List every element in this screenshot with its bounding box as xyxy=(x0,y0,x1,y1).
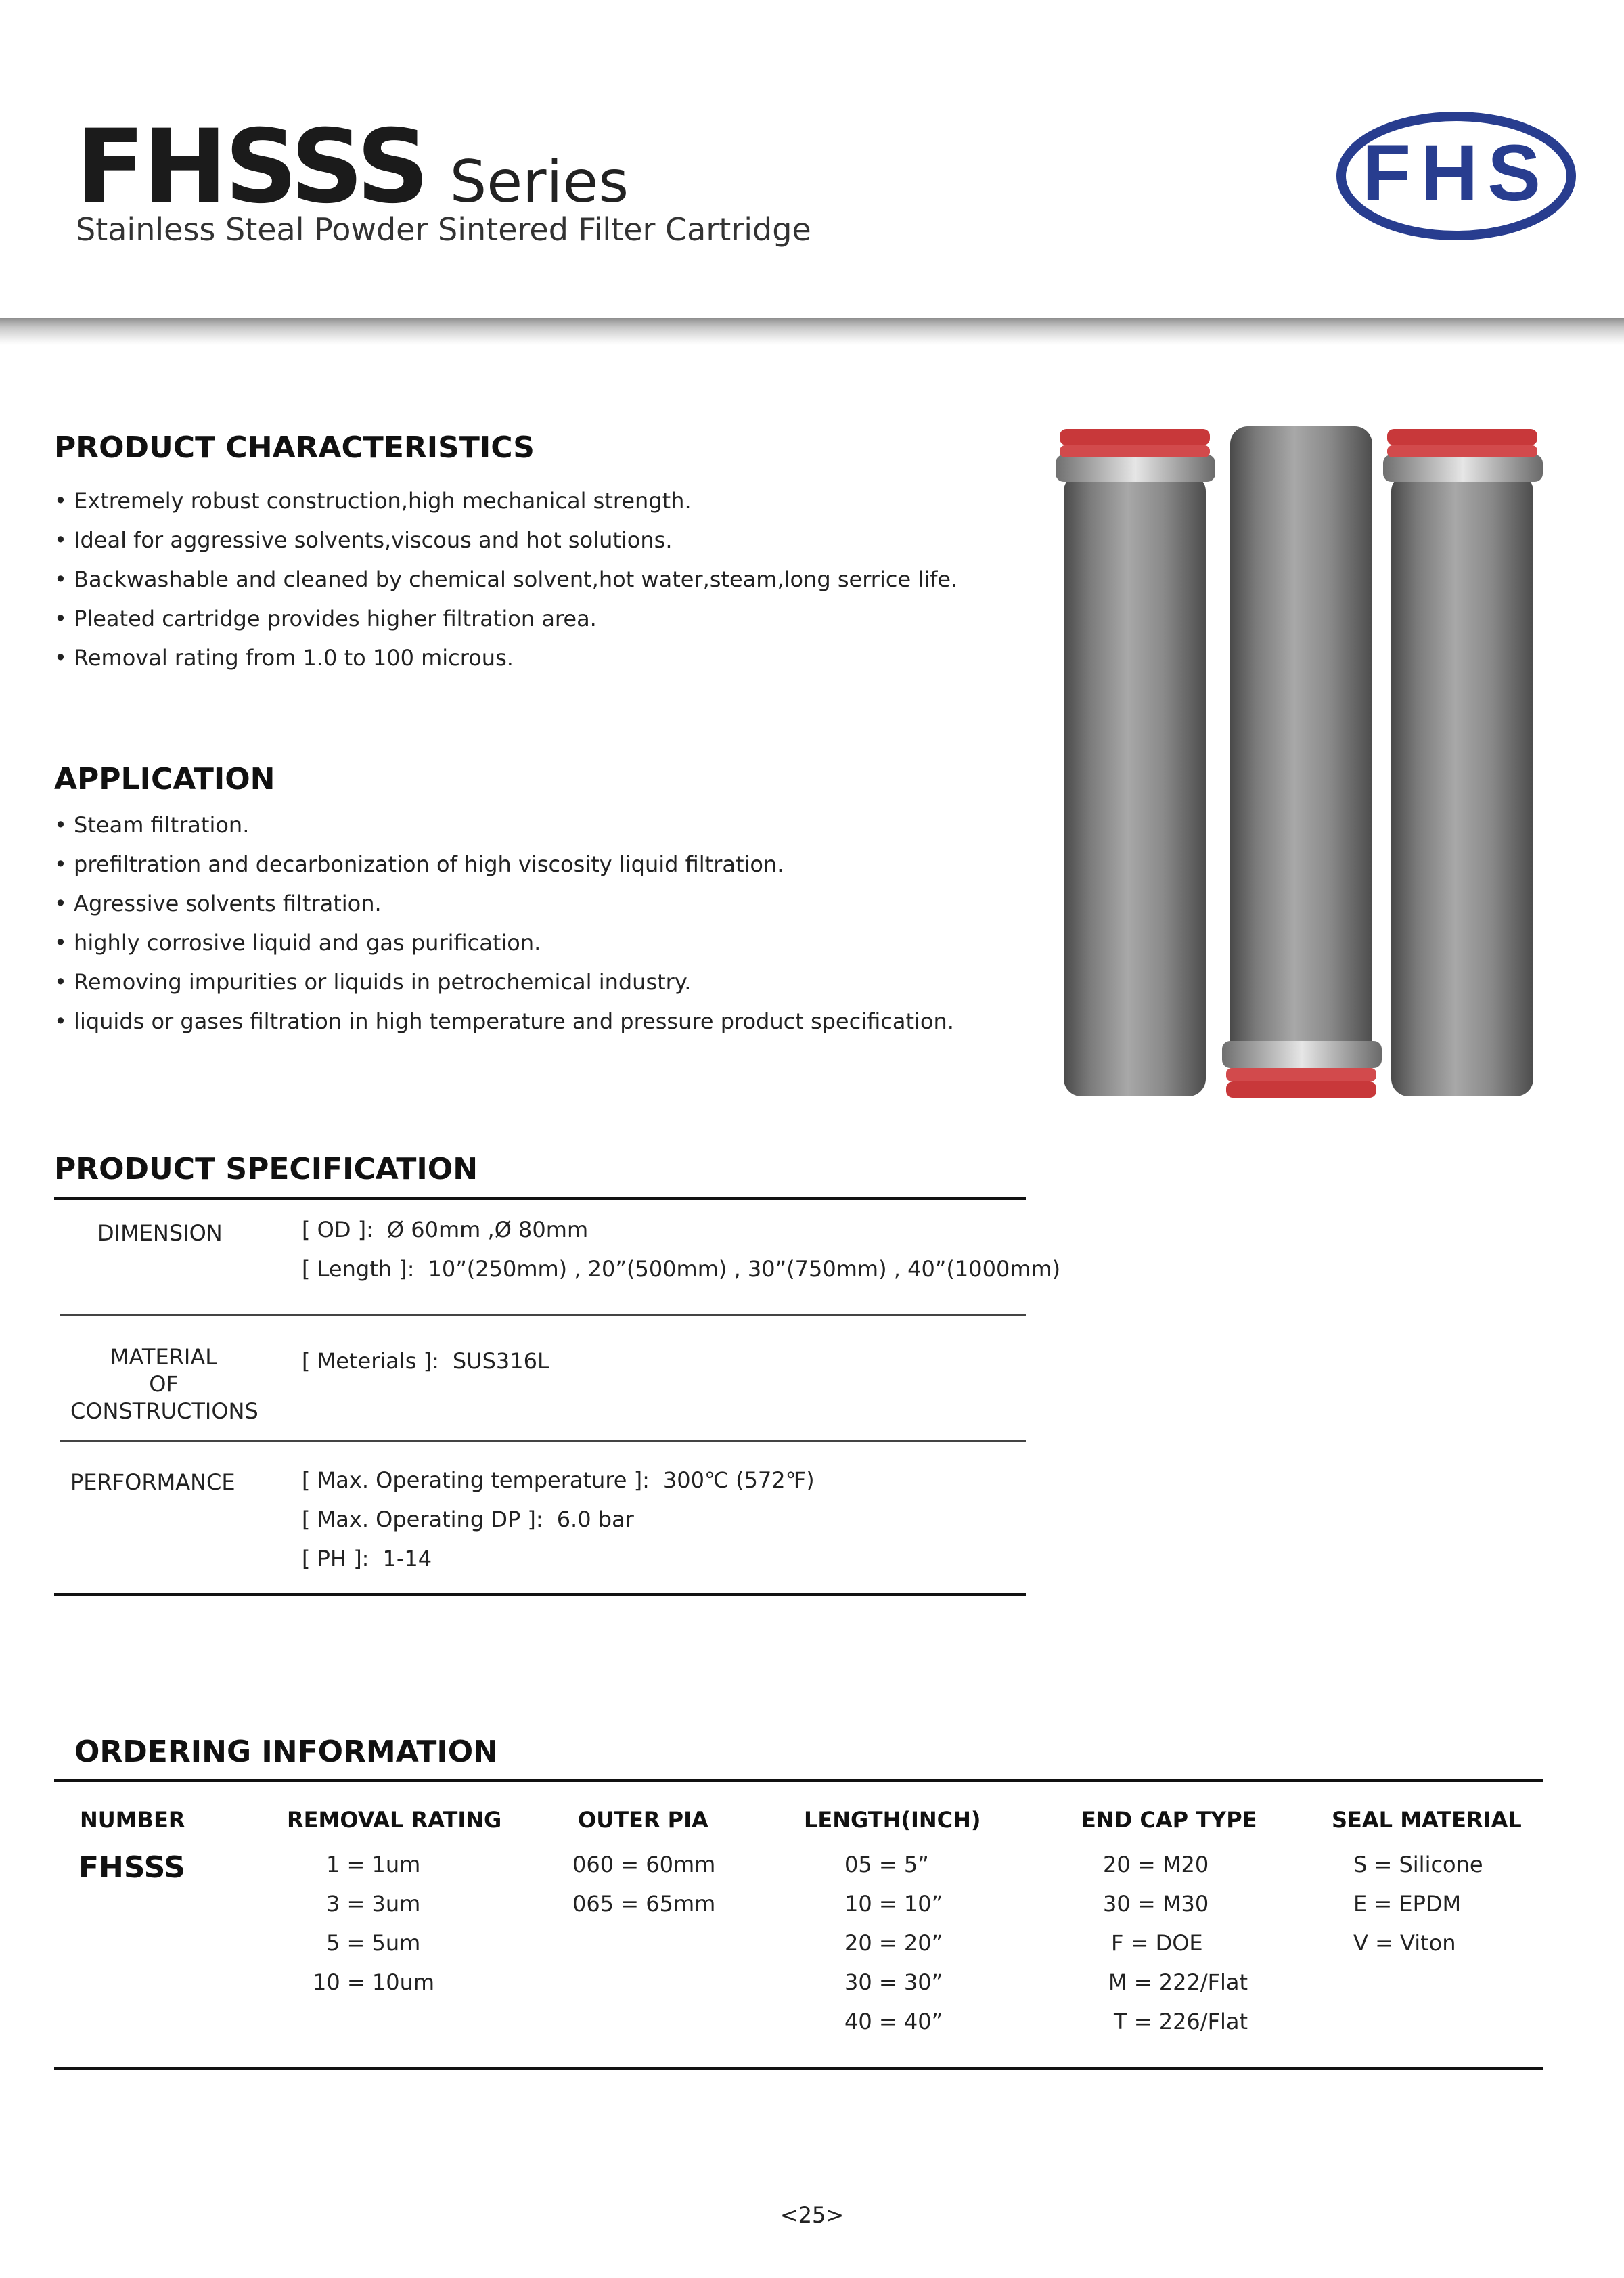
list-item: • Ideal for aggressive solvents,viscous and hot solutions. xyxy=(54,520,957,560)
ordering-top-rule xyxy=(54,1779,1543,1782)
ordering-number-value: FHSSS xyxy=(78,1850,185,1885)
header-divider xyxy=(0,318,1624,345)
spec-top-rule xyxy=(54,1197,1026,1200)
spec-label-line: OF xyxy=(149,1371,179,1397)
spec-key: [ OD ]: xyxy=(302,1217,374,1243)
ordering-cell: 5 = 5um xyxy=(326,1930,421,1956)
ordering-cell: F = DOE xyxy=(1111,1930,1203,1956)
list-item: • liquids or gases filtration in high temperature and pressure product specification. xyxy=(54,1002,954,1041)
ordering-cell: 30 = M30 xyxy=(1103,1891,1209,1917)
ordering-cell: 20 = 20” xyxy=(844,1930,943,1956)
cartridge-right xyxy=(1383,429,1543,1096)
spec-value-ph xyxy=(302,1539,432,1578)
spec-value: 1-14 xyxy=(382,1546,432,1571)
ordering-cell: 10 = 10” xyxy=(844,1891,943,1917)
spec-value: Ø 60mm ,Ø 80mm xyxy=(386,1217,589,1243)
ordering-cell: 20 = M20 xyxy=(1103,1852,1209,1877)
spec-row-divider xyxy=(60,1314,1026,1316)
ordering-cell: 10 = 10um xyxy=(313,1969,435,1995)
ordering-header-length: LENGTH(INCH) xyxy=(804,1807,981,1833)
characteristics-list xyxy=(54,481,957,677)
spec-value-dp xyxy=(302,1500,634,1539)
spec-key: [ Max. Operating temperature ]: xyxy=(302,1467,650,1493)
fhs-logo xyxy=(1334,108,1578,244)
list-item: • Agressive solvents filtration. xyxy=(54,884,954,923)
list-item: • Removal rating from 1.0 to 100 microus. xyxy=(54,638,957,677)
specification-title: PRODUCT SPECIFICATION xyxy=(54,1152,478,1186)
filter-cartridges-image xyxy=(1042,406,1556,1110)
ordering-header-seal-material: SEAL MATERIAL xyxy=(1332,1807,1522,1833)
list-item: • Pleated cartridge provides higher filtration area. xyxy=(54,599,957,638)
ordering-header-outer-pia: OUTER PIA xyxy=(578,1807,708,1833)
ordering-header-removal-rating: REMOVAL RATING xyxy=(287,1807,502,1833)
spec-label-dimension: DIMENSION xyxy=(97,1220,223,1246)
ordering-header-end-cap-type: END CAP TYPE xyxy=(1081,1807,1257,1833)
application-title: APPLICATION xyxy=(54,762,275,797)
spec-key: [ Length ]: xyxy=(302,1256,415,1282)
list-item: • Removing impurities or liquids in petrochemical industry. xyxy=(54,962,954,1002)
application-list xyxy=(54,805,954,1041)
list-item: • Backwashable and cleaned by chemical solvent,hot water,steam,long serrice life. xyxy=(54,560,957,599)
spec-value: 10”(250mm) , 20”(500mm) , 30”(750mm) , 40”(1000mm) xyxy=(428,1256,1061,1282)
ordering-cell: 3 = 3um xyxy=(326,1891,421,1917)
logo-text: FHS xyxy=(1362,129,1550,218)
ordering-cell: 40 = 40” xyxy=(844,2009,943,2034)
spec-label-line: CONSTRUCTIONS xyxy=(70,1398,258,1424)
ordering-cell: S = Silicone xyxy=(1353,1852,1483,1877)
spec-value-temperature xyxy=(302,1460,815,1500)
spec-value-length xyxy=(302,1249,1060,1289)
list-item: • highly corrosive liquid and gas purification. xyxy=(54,923,954,962)
list-item: • Extremely robust construction,high mechanical strength. xyxy=(54,481,957,520)
spec-row-divider xyxy=(60,1440,1026,1442)
spec-key: [ Max. Operating DP ]: xyxy=(302,1506,543,1532)
ordering-cell: M = 222/Flat xyxy=(1108,1969,1248,1995)
ordering-cell: 30 = 30” xyxy=(844,1969,943,1995)
ordering-cell: 065 = 65mm xyxy=(572,1891,716,1917)
page-header xyxy=(0,0,1624,318)
spec-key: [ Meterials ]: xyxy=(302,1348,439,1374)
product-title: FHSSS xyxy=(76,108,427,226)
ordering-cell: E = EPDM xyxy=(1353,1891,1462,1917)
series-label: Series xyxy=(449,148,629,216)
spec-value: SUS316L xyxy=(452,1348,549,1374)
ordering-cell: 1 = 1um xyxy=(326,1852,421,1877)
title-row xyxy=(76,108,629,226)
ordering-bottom-rule xyxy=(54,2067,1543,2070)
cartridge-middle xyxy=(1222,426,1382,1098)
characteristics-title: PRODUCT CHARACTERISTICS xyxy=(54,430,535,465)
spec-value-material xyxy=(302,1341,549,1381)
ordering-cell: V = Viton xyxy=(1353,1930,1456,1956)
list-item: • Steam filtration. xyxy=(54,805,954,845)
ordering-cell: 060 = 60mm xyxy=(572,1852,716,1877)
spec-label-performance: PERFORMANCE xyxy=(70,1469,235,1495)
ordering-cell: T = 226/Flat xyxy=(1114,2009,1248,2034)
spec-bottom-rule xyxy=(54,1593,1026,1596)
cartridge-left xyxy=(1056,429,1215,1096)
page-number: <25> xyxy=(780,2202,844,2228)
spec-key: [ PH ]: xyxy=(302,1546,369,1571)
product-subtitle: Stainless Steal Powder Sintered Filter Cartridge xyxy=(76,211,811,248)
spec-label-material xyxy=(70,1343,257,1425)
list-item: • prefiltration and decarbonization of high viscosity liquid filtration. xyxy=(54,845,954,884)
ordering-header-number: NUMBER xyxy=(80,1807,185,1833)
spec-value: 300℃ (572℉) xyxy=(662,1467,815,1493)
spec-value: 6.0 bar xyxy=(556,1506,634,1532)
spec-value-od xyxy=(302,1210,588,1249)
ordering-title: ORDERING INFORMATION xyxy=(74,1735,498,1769)
spec-label-line: MATERIAL xyxy=(110,1344,218,1370)
ordering-cell: 05 = 5” xyxy=(844,1852,929,1877)
